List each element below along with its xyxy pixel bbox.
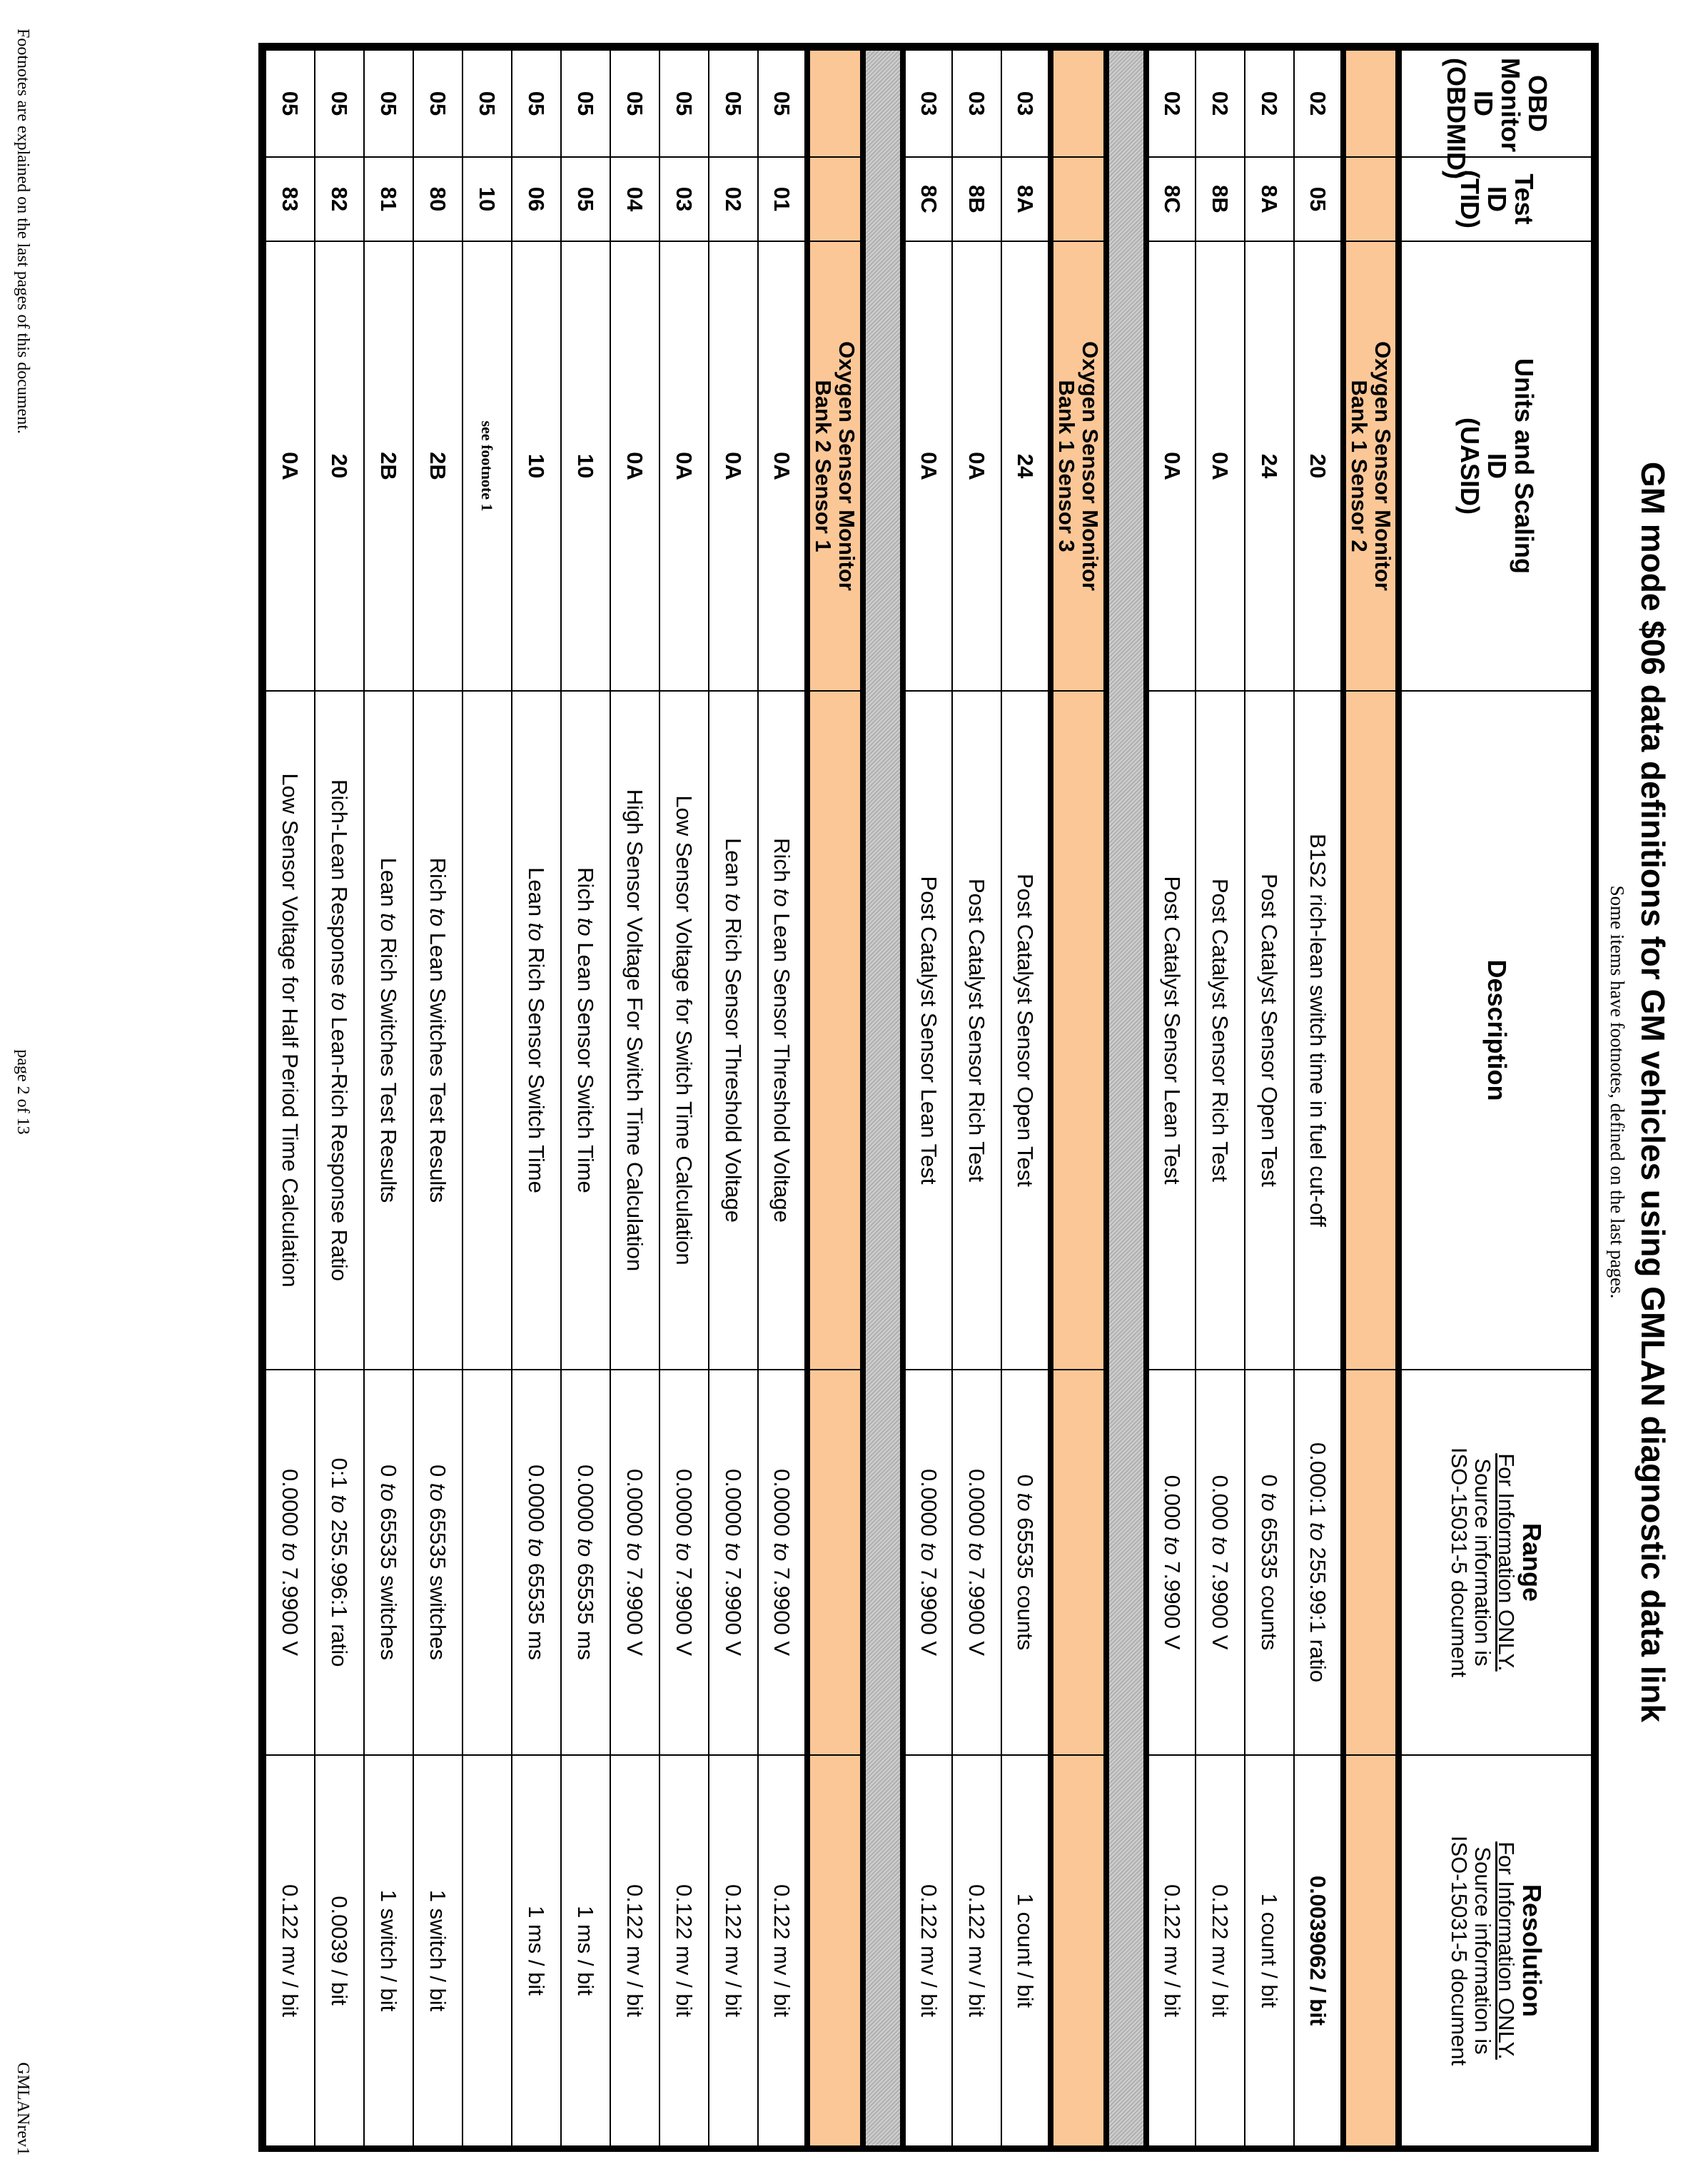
obdmid-cell: 03: [903, 50, 952, 157]
table-row: [758, 50, 807, 2146]
resolution-cell: 0.0039062 / bit: [1294, 1755, 1343, 2146]
table-row: [413, 50, 463, 2146]
range-cell: 0 to 65535 counts: [1001, 1370, 1051, 1755]
connector-word: to: [376, 1482, 402, 1502]
header-range-note: For Information ONLY.: [1494, 1453, 1520, 1672]
obdmid-cell: 02: [1245, 50, 1294, 157]
section-header-cell: [807, 157, 863, 241]
tid-cell: 80: [413, 157, 463, 241]
table-row: [1294, 50, 1343, 2146]
connector-word: to: [425, 908, 451, 927]
resolution-cell: 0.0039 / bit: [315, 1755, 364, 2146]
connector-word: to: [1257, 1492, 1283, 1512]
section-header-cell: [1051, 157, 1106, 241]
definitions-table-frame: [258, 43, 1599, 2152]
uasid-cell: 0A: [659, 241, 709, 691]
footer-footnote-note: Footnotes are explained on the last pages of this document.: [14, 29, 32, 434]
connector-word: to: [278, 1542, 303, 1562]
description-cell: Low Sensor Voltage for Half Period Time Calculation: [266, 691, 315, 1370]
connector-word: to: [622, 1542, 648, 1562]
header-row: [1399, 50, 1592, 2146]
obdmid-cell: 05: [413, 50, 463, 157]
connector-word: to: [964, 1542, 990, 1562]
uasid-cell: 10: [561, 241, 610, 691]
tid-cell: 10: [463, 157, 512, 241]
obdmid-cell: 05: [364, 50, 413, 157]
table-row: [561, 50, 610, 2146]
tid-cell: 05: [561, 157, 610, 241]
section-header-cell: [1051, 1755, 1106, 2146]
header-resolution-source: ISO-15031-5 document: [1447, 1835, 1472, 2066]
tid-cell: 02: [709, 157, 758, 241]
range-cell: 0.0000 to 7.9900 V: [659, 1370, 709, 1755]
connector-word: to: [425, 1482, 451, 1502]
header-obdmid-line: (OBDMID): [1441, 58, 1471, 179]
tid-cell: 03: [659, 157, 709, 241]
range-cell: 0.000:1 to 255.99:1 ratio: [1294, 1370, 1343, 1755]
header-uasid-line: (UASID): [1455, 418, 1485, 515]
table-body: [266, 50, 1399, 2146]
table-row: [512, 50, 561, 2146]
resolution-cell: 0.122 mv / bit: [952, 1755, 1001, 2146]
range-cell: 0.000 to 7.9900 V: [1196, 1370, 1245, 1755]
obdmid-cell: 03: [1001, 50, 1051, 157]
section-header-cell: [1051, 691, 1106, 1370]
obdmid-cell: 05: [659, 50, 709, 157]
section-header-cell: [807, 50, 863, 157]
uasid-cell: 0A: [266, 241, 315, 691]
resolution-cell: 0.122 mv / bit: [659, 1755, 709, 2146]
description-cell: Post Catalyst Sensor Rich Test: [1196, 691, 1245, 1370]
header-range: [1399, 1370, 1592, 1755]
section-header-cell: [1051, 50, 1106, 157]
table-row: [709, 50, 758, 2146]
uasid-cell: see footnote 1: [463, 241, 512, 691]
connector-word: to: [672, 1542, 697, 1562]
header-uasid-line: Units and Scaling: [1509, 358, 1539, 575]
header-tid-line: (TID): [1455, 170, 1485, 228]
range-cell: 0.0000 to 7.9900 V: [903, 1370, 952, 1755]
uasid-cell: 24: [1001, 241, 1051, 691]
section-header-row: [1051, 50, 1106, 2146]
description-cell: Rich to Lean Sensor Threshold Voltage: [758, 691, 807, 1370]
description-cell: Lean to Rich Switches Test Results: [364, 691, 413, 1370]
connector-word: to: [327, 1495, 353, 1514]
obdmid-cell: 05: [709, 50, 758, 157]
obdmid-cell: 05: [512, 50, 561, 157]
resolution-cell: 1 ms / bit: [561, 1755, 610, 2146]
description-cell: Post Catalyst Sensor Lean Test: [903, 691, 952, 1370]
resolution-cell: 0.122 mv / bit: [266, 1755, 315, 2146]
section-title-line: Oxygen Sensor Monitor: [1370, 341, 1395, 591]
uasid-cell: 0A: [952, 241, 1001, 691]
tid-cell: 06: [512, 157, 561, 241]
section-separator: [1106, 50, 1146, 2146]
resolution-cell: 1 switch / bit: [364, 1755, 413, 2146]
table-row: [1196, 50, 1245, 2146]
section-header-cell: [1051, 1370, 1106, 1755]
connector-word: to: [327, 992, 353, 1011]
connector-word: to: [1208, 1536, 1233, 1555]
definitions-table: [265, 49, 1592, 2147]
header-obdmid-line: ID: [1468, 91, 1498, 116]
header-resolution-label: Resolution: [1517, 1884, 1547, 2017]
tid-cell: 8A: [1245, 157, 1294, 241]
header-obdmid-line: OBD Monitor: [1495, 58, 1552, 152]
tid-cell: 8C: [1146, 157, 1196, 241]
footer-revision: GMLANrev1: [14, 2062, 32, 2155]
section-header-cell: [1343, 691, 1399, 1370]
section-header-cell: [1343, 1370, 1399, 1755]
table-row: [1245, 50, 1294, 2146]
resolution-cell: 0.122 mv / bit: [903, 1755, 952, 2146]
range-cell: 0 to 65535 switches: [413, 1370, 463, 1755]
uasid-cell: 0A: [758, 241, 807, 691]
description-cell: Rich to Lean Switches Test Results: [413, 691, 463, 1370]
section-title: [1051, 241, 1106, 691]
header-uasid: [1399, 241, 1592, 691]
range-cell: 0.0000 to 7.9900 V: [610, 1370, 659, 1755]
section-title-line: Bank 1 Sensor 3: [1054, 380, 1079, 552]
page-subtitle: Some items have footnotes, defined on the last pages.: [1607, 885, 1628, 1299]
range-cell: 0:1 to 255.996:1 ratio: [315, 1370, 364, 1755]
resolution-cell: 0.122 mv / bit: [1146, 1755, 1196, 2146]
connector-word: to: [573, 1538, 599, 1557]
description-cell: B1S2 rich-lean switch time in fuel cut-off: [1294, 691, 1343, 1370]
tid-cell: 8A: [1001, 157, 1051, 241]
resolution-cell: 1 switch / bit: [413, 1755, 463, 2146]
uasid-cell: 2B: [364, 241, 413, 691]
connector-word: to: [524, 922, 550, 941]
section-header-cell: [1343, 50, 1399, 157]
obdmid-cell: 03: [952, 50, 1001, 157]
table-row: [463, 50, 512, 2146]
obdmid-cell: 02: [1146, 50, 1196, 157]
table-row: [1146, 50, 1196, 2146]
connector-word: to: [721, 893, 747, 912]
tid-cell: 83: [266, 157, 315, 241]
description-cell: Post Catalyst Sensor Lean Test: [1146, 691, 1196, 1370]
tid-cell: 04: [610, 157, 659, 241]
header-tid: [1399, 157, 1592, 241]
footer-page-number: page 2 of 13: [14, 1049, 32, 1135]
header-uasid-line: ID: [1482, 453, 1512, 479]
uasid-cell: 0A: [1146, 241, 1196, 691]
uasid-cell: 10: [512, 241, 561, 691]
section-title-line: Oxygen Sensor Monitor: [1078, 341, 1103, 591]
uasid-cell: 0A: [903, 241, 952, 691]
connector-word: to: [1160, 1536, 1185, 1555]
table-row: [903, 50, 952, 2146]
description-cell: Post Catalyst Sensor Rich Test: [952, 691, 1001, 1370]
uasid-cell: 0A: [709, 241, 758, 691]
description-cell: Lean to Rich Sensor Threshold Voltage: [709, 691, 758, 1370]
obdmid-cell: 05: [610, 50, 659, 157]
uasid-cell: 20: [315, 241, 364, 691]
connector-word: to: [376, 913, 402, 932]
description-cell: Rich-Lean Response to Lean-Rich Response Ratio: [315, 691, 364, 1370]
tid-cell: 8B: [952, 157, 1001, 241]
section-title-line: Oxygen Sensor Monitor: [834, 341, 859, 591]
uasid-cell: 0A: [1196, 241, 1245, 691]
resolution-cell: 0.122 mv / bit: [709, 1755, 758, 2146]
resolution-cell: 0.122 mv / bit: [758, 1755, 807, 2146]
table-row: [266, 50, 315, 2146]
obdmid-cell: 05: [315, 50, 364, 157]
uasid-cell: 2B: [413, 241, 463, 691]
connector-word: to: [769, 1542, 794, 1562]
section-title-line: Bank 1 Sensor 2: [1346, 380, 1372, 552]
connector-word: to: [1305, 1522, 1330, 1541]
uasid-cell: 0A: [610, 241, 659, 691]
range-cell: 0.0000 to 7.9900 V: [952, 1370, 1001, 1755]
uasid-cell: 20: [1294, 241, 1343, 691]
table-row: [315, 50, 364, 2146]
tid-cell: 82: [315, 157, 364, 241]
header-resolution-note: For Information ONLY.: [1494, 1841, 1520, 2060]
description-cell: Lean to Rich Sensor Switch Time: [512, 691, 561, 1370]
header-range-source: Source information is: [1470, 1458, 1496, 1667]
section-header-cell: [1343, 157, 1399, 241]
range-cell: 0 to 65535 switches: [364, 1370, 413, 1755]
obdmid-cell: 02: [1196, 50, 1245, 157]
header-description: Description: [1399, 691, 1592, 1370]
tid-cell: 8C: [903, 157, 952, 241]
tid-cell: 05: [1294, 157, 1343, 241]
header-tid-line: Test: [1509, 173, 1539, 225]
resolution-cell: 1 count / bit: [1001, 1755, 1051, 2146]
section-title-line: Bank 2 Sensor 1: [811, 380, 836, 552]
resolution-cell: [463, 1755, 512, 2146]
description-cell: [463, 691, 512, 1370]
description-cell: Rich to Lean Sensor Switch Time: [561, 691, 610, 1370]
page-title: GM mode $06 data definitions for GM vehicles using GMLAN diagnostic data link: [1634, 461, 1672, 1723]
range-cell: 0.0000 to 7.9900 V: [758, 1370, 807, 1755]
range-cell: 0.0000 to 65535 ms: [561, 1370, 610, 1755]
separator-cell: [1106, 50, 1146, 2146]
tid-cell: 81: [364, 157, 413, 241]
header-resolution-source: Source information is: [1470, 1846, 1496, 2055]
resolution-cell: 0.122 mv / bit: [1196, 1755, 1245, 2146]
section-header-cell: [807, 691, 863, 1370]
connector-word: to: [524, 1538, 550, 1557]
range-cell: 0.0000 to 7.9900 V: [709, 1370, 758, 1755]
section-header-cell: [1343, 1755, 1399, 2146]
table-row: [610, 50, 659, 2146]
section-title: [807, 241, 863, 691]
resolution-cell: 1 ms / bit: [512, 1755, 561, 2146]
obdmid-cell: 02: [1294, 50, 1343, 157]
header-resolution: [1399, 1755, 1592, 2146]
range-cell: [463, 1370, 512, 1755]
separator-cell: [863, 50, 903, 2146]
section-title: [1343, 241, 1399, 691]
section-header-row: [807, 50, 863, 2146]
obdmid-cell: 05: [758, 50, 807, 157]
range-cell: 0.0000 to 7.9900 V: [266, 1370, 315, 1755]
description-cell: Post Catalyst Sensor Open Test: [1001, 691, 1051, 1370]
connector-word: to: [721, 1542, 747, 1562]
header-range-source: ISO-15031-5 document: [1447, 1447, 1472, 1678]
connector-word: to: [769, 888, 794, 907]
table-row: [1001, 50, 1051, 2146]
section-header-cell: [807, 1755, 863, 2146]
table-row: [952, 50, 1001, 2146]
description-cell: Low Sensor Voltage for Switch Time Calculation: [659, 691, 709, 1370]
connector-word: to: [916, 1542, 941, 1562]
table-row: [659, 50, 709, 2146]
obdmid-cell: 05: [561, 50, 610, 157]
section-header-row: [1343, 50, 1399, 2146]
header-tid-line: ID: [1482, 186, 1512, 212]
uasid-cell: 24: [1245, 241, 1294, 691]
range-cell: 0 to 65535 counts: [1245, 1370, 1294, 1755]
header-obdmid: [1399, 50, 1592, 179]
section-separator: [863, 50, 903, 2146]
resolution-cell: 0.122 mv / bit: [610, 1755, 659, 2146]
obdmid-cell: 05: [463, 50, 512, 157]
tid-cell: 8B: [1196, 157, 1245, 241]
obdmid-cell: 05: [266, 50, 315, 157]
description-cell: High Sensor Voltage For Switch Time Calculation: [610, 691, 659, 1370]
range-cell: 0.0000 to 65535 ms: [512, 1370, 561, 1755]
resolution-cell: 1 count / bit: [1245, 1755, 1294, 2146]
connector-word: to: [1013, 1492, 1038, 1512]
section-header-cell: [807, 1370, 863, 1755]
range-cell: 0.000 to 7.9900 V: [1146, 1370, 1196, 1755]
table-row: [364, 50, 413, 2146]
header-range-label: Range: [1517, 1522, 1547, 1602]
description-cell: Post Catalyst Sensor Open Test: [1245, 691, 1294, 1370]
tid-cell: 01: [758, 157, 807, 241]
connector-word: to: [573, 917, 599, 936]
